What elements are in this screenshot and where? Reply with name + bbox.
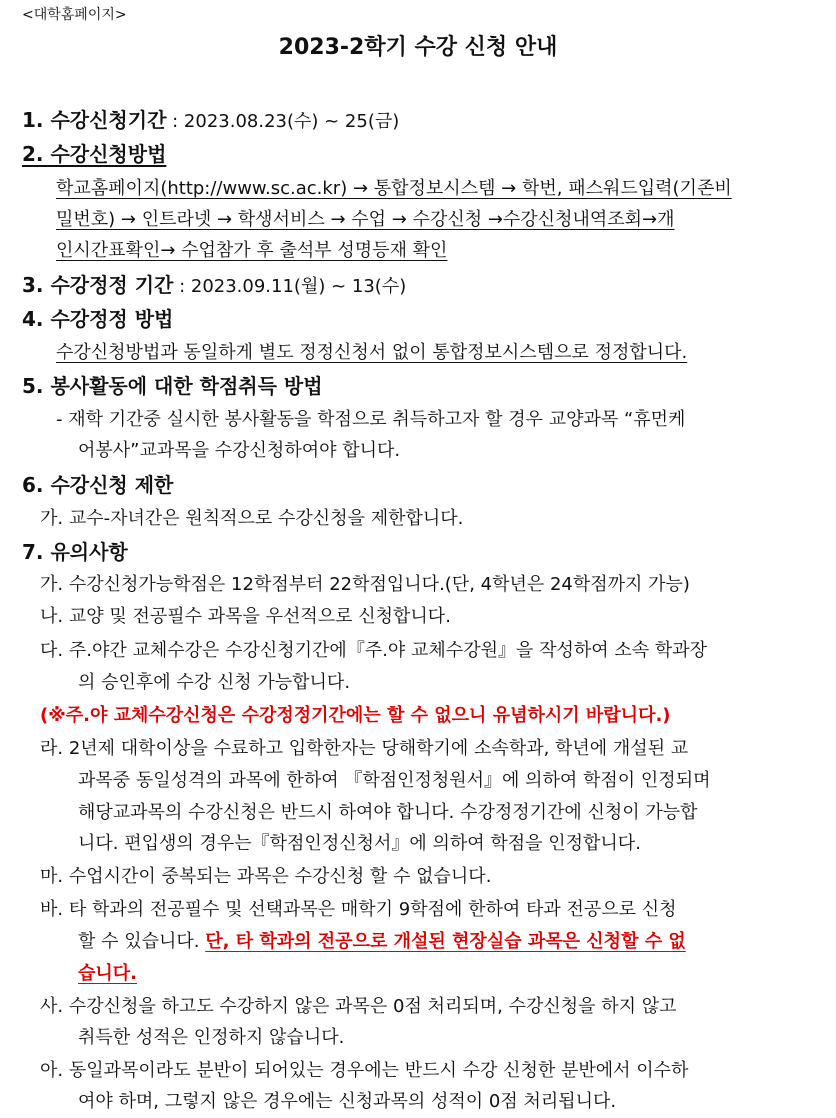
- notice-item-sa-line-1: 사. 수강신청을 하고도 수강하지 않은 과목은 0점 처리되며, 수강신청을 하지 않고: [40, 996, 677, 1017]
- section-6-heading: 6. 수강신청 제한: [22, 473, 174, 497]
- notice-item-ba-text: 할 수 있습니다.: [78, 931, 206, 952]
- source-tag: <대학홈페이지>: [22, 7, 127, 23]
- section-2-line-3: 인시간표확인→ 수업참가 후 출석부 성명등재 확인: [56, 240, 448, 261]
- section-5-heading: 5. 봉사활동에 대한 학점취득 방법: [22, 374, 323, 398]
- section-2-line-1: 학교홈페이지(http://www.sc.ac.kr) → 통합정보시스템 → 학번, 패스워드입력(기존비: [56, 178, 732, 199]
- section-4-heading: 4. 수강정정 방법: [22, 307, 174, 331]
- section-3-value: : 2023.09.11(월) ~ 13(수): [173, 276, 407, 297]
- page-title: 2023-2학기 수강 신청 안내: [278, 35, 558, 60]
- notice-item-ba-line-2: [78, 929, 686, 955]
- notice-item-ra-line-1: 라. 2년제 대학이상을 수료하고 입학한자는 당해학기에 소속학과, 학년에 개설된 교: [40, 738, 689, 759]
- notice-item-ra-line-2: 과목중 동일성격의 과목에 한하여 『학점인정청원서』에 의하여 학점이 인정되며: [78, 770, 711, 791]
- section-7-heading: 7. 유의사항: [22, 540, 128, 564]
- notice-item-ra-line-4: 니다. 편입생의 경우는『학점인정신청서』에 의하여 학점을 인정합니다.: [78, 833, 641, 854]
- section-3: [22, 272, 406, 300]
- section-1-heading: 1. 수강신청기간: [22, 108, 167, 132]
- notice-item-a-line-1: 아. 동일과목이라도 분반이 되어있는 경우에는 반드시 수강 신청한 분반에서 이수하: [40, 1060, 689, 1081]
- notice-item-a-line-2: 여야 하며, 그렇지 않은 경우에는 신청과목의 성적이 0점 처리됩니다.: [78, 1091, 617, 1112]
- notice-item-ra-line-3: 해당교과목의 수강신청은 반드시 하여야 합니다. 수강정정기간에 신청이 가능합: [78, 802, 698, 823]
- section-2-heading: 2. 수강신청방법: [22, 142, 167, 166]
- notice-item-ga: 가. 수강신청가능학점은 12학점부터 22학점입니다.(단, 4학년은 24학점까지 가능): [40, 574, 690, 595]
- notice-item-ba-line-1: 바. 타 학과의 전공필수 및 선택과목은 매학기 9학점에 한하여 타과 전공으로 신청: [40, 899, 677, 920]
- notice-item-na: 나. 교양 및 전공필수 과목을 우선적으로 신청합니다.: [40, 606, 451, 627]
- notice-item-ba-line-3: 습니다.: [78, 963, 138, 984]
- notice-warning: (※주.야 교체수강신청은 수강정정기간에는 할 수 없으니 유념하시기 바랍니다.): [40, 705, 671, 726]
- notice-item-da-line-1: 다. 주.야간 교체수강은 수강신청기간에『주.야 교체수강원』을 작성하여 소속 학과장: [40, 640, 708, 661]
- section-5-line-1: - 재학 기간중 실시한 봉사활동을 학점으로 취득하고자 할 경우 교양과목 “휴먼케: [56, 409, 686, 430]
- notice-item-ba-emphasis: 단, 타 학과의 전공으로 개설된 현장실습 과목은 신청할 수 없: [205, 931, 686, 952]
- section-1-value: : 2023.08.23(수) ~ 25(금): [166, 111, 400, 132]
- section-1: [22, 107, 399, 135]
- section-5-line-2: 어봉사”교과목을 수강신청하여야 합니다.: [78, 440, 401, 461]
- section-2-line-2: 밀번호) → 인트라넷 → 학생서비스 → 수업 → 수강신청 →수강신청내역조회→개: [56, 209, 675, 230]
- section-6-item-ga: 가. 교수-자녀간은 원칙적으로 수강신청을 제한합니다.: [40, 508, 464, 529]
- notice-item-sa-line-2: 취득한 성적은 인정하지 않습니다.: [78, 1027, 345, 1048]
- section-3-heading: 3. 수강정정 기간: [22, 273, 174, 297]
- notice-item-da-line-2: 의 승인후에 수강 신청 가능합니다.: [78, 672, 351, 693]
- section-4-line-1: 수강신청방법과 동일하게 별도 정정신청서 없이 통합정보시스템으로 정정합니다.: [56, 342, 688, 363]
- notice-item-ma: 마. 수업시간이 중복되는 과목은 수강신청 할 수 없습니다.: [40, 866, 492, 887]
